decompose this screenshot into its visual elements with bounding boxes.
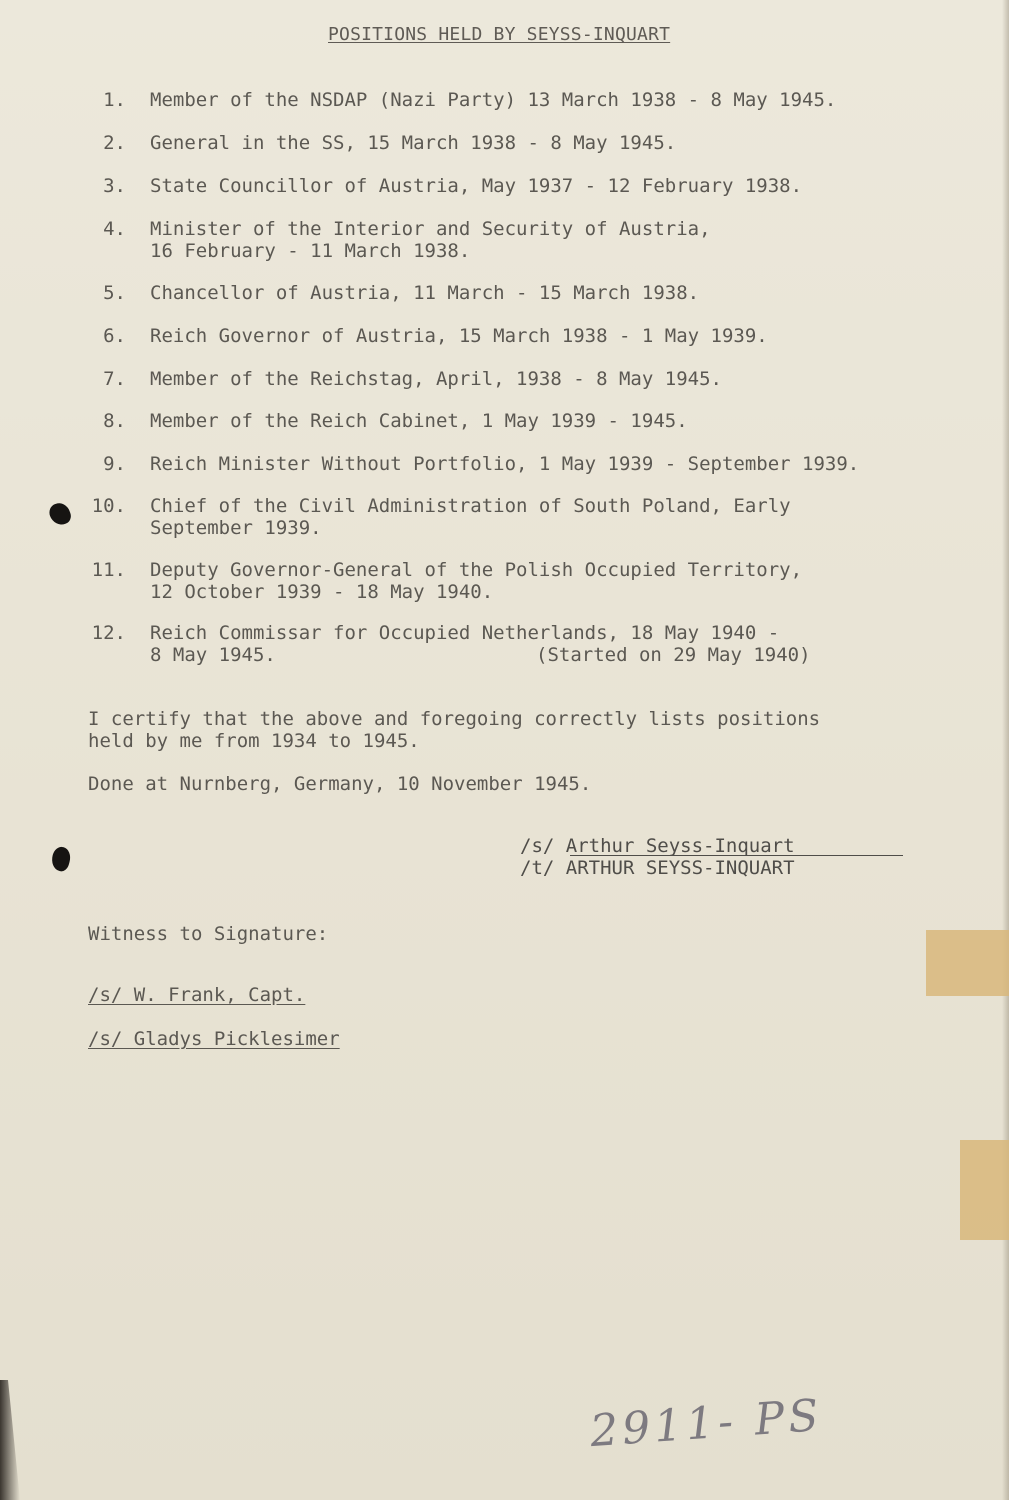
certification-line: held by me from 1934 to 1945. [88,730,420,752]
position-number: 10. [91,495,126,517]
position-number: 5. [103,282,126,304]
position-text: Member of the NSDAP (Nazi Party) 13 March 1938 - 8 May 1945. [150,89,837,111]
signed-name: /s/ Arthur Seyss-Inquart [520,835,795,857]
position-text: Reich Minister Without Portfolio, 1 May 1939 - September 1939. [150,453,860,475]
position-number: 4. [103,218,126,240]
position-number: 12. [91,622,126,644]
typed-name: /t/ ARTHUR SEYSS-INQUART [520,857,795,879]
position-text: Chancellor of Austria, 11 March - 15 March 1938. [150,282,700,304]
position-text: Minister of the Interior and Security of Austria, [150,218,711,240]
position-number: 7. [103,368,126,390]
position-text: Deputy Governor-General of the Polish Occupied Territory, [150,559,803,581]
position-text: Member of the Reichstag, April, 1938 - 8 May 1945. [150,368,722,390]
document-title: POSITIONS HELD BY SEYSS-INQUART [328,24,671,45]
position-number: 8. [103,410,126,432]
position-text: State Councillor of Austria, May 1937 - 12 February 1938. [150,175,803,197]
certification-line: I certify that the above and foregoing correctly lists positions [88,708,821,730]
punch-hole-mark [47,500,73,528]
position-text: General in the SS, 15 March 1938 - 8 May 1945. [150,132,677,154]
signature-block [520,835,920,879]
witness-signature-2: /s/ Gladys Picklesimer [88,1028,340,1050]
position-text-continued: 8 May 1945. [150,644,276,666]
page-corner-shadow [0,1380,20,1500]
position-text: Chief of the Civil Administration of South Poland, Early [150,495,791,517]
position-text: Member of the Reich Cabinet, 1 May 1939 - 1945. [150,410,688,432]
tape-strip [926,930,1009,996]
position-text-continued: 16 February - 11 March 1938. [150,240,471,262]
punch-hole-mark [49,845,73,873]
signature-line [570,855,903,856]
start-date-note: (Started on 29 May 1940) [536,644,811,666]
handwritten-document-number: 2911- PS [588,1389,825,1458]
position-text: Reich Governor of Austria, 15 March 1938 - 1 May 1939. [150,325,768,347]
position-number: 1. [103,89,126,111]
witness-signature-1: /s/ W. Frank, Capt. [88,984,306,1006]
position-number: 9. [103,453,126,475]
position-text-continued: 12 October 1939 - 18 May 1940. [150,581,494,603]
place-and-date: Done at Nurnberg, Germany, 10 November 1945. [88,773,592,795]
position-number: 3. [103,175,126,197]
position-text: Reich Commissar for Occupied Netherlands, 18 May 1940 - [150,622,780,644]
page-edge-shadow [1002,0,1009,1500]
certification-statement [88,708,968,752]
position-number: 6. [103,325,126,347]
position-number: 11. [91,559,126,581]
position-text-continued: September 1939. [150,517,322,539]
tape-strip [960,1140,1009,1240]
witness-label: Witness to Signature: [88,923,329,945]
position-number: 2. [103,132,126,154]
